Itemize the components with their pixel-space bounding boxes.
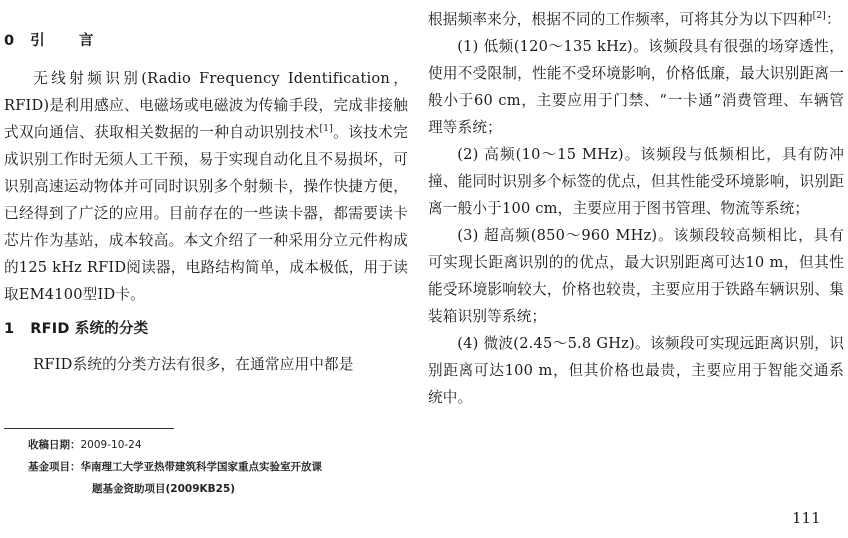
- footnote-fund: [28, 456, 412, 478]
- left-column: [4, 0, 408, 378]
- section1-paragraph: RFID系统的分类方法有很多，在通常应用中都是: [33, 356, 354, 373]
- citation-ref: [2]: [812, 11, 826, 22]
- page-number: 111: [792, 509, 821, 527]
- intro-text-part1: 无线射频识别(Radio Frequency Identification，RFID)是利用感应、电磁场或电磁波为传输手段，完成非接触式双向通信、获取相关数据的一种自动识别技术: [4, 70, 408, 141]
- section-title: 引 言: [30, 33, 102, 49]
- right-column: [428, 0, 844, 411]
- footnote-divider: [4, 428, 174, 429]
- section-heading-1: [4, 316, 408, 343]
- received-date: 2009-10-24: [80, 439, 142, 451]
- list-item-low-frequency: (1) 低频(120～135 kHz)。该频段具有很强的场穿透性，使用不受限制，性能不受环境影响，价格低廉，最大识别距离一般小于60 cm，主要应用于门禁、“一卡通”消费管理、车辆管理等系统；: [428, 38, 844, 136]
- section-heading-intro: [4, 28, 408, 55]
- intro-text-part2: 。该技术完成识别工作时无须人工干预，易于实现自动化且不易损坏，可识别高速运动物体并可同时识别多个射频卡，操作快捷方便，已经得到了广泛的应用。目前存在的一些读卡器，都需要读卡芯片作为基站，成本较高。本文介绍了一种采用分立元件构成的125 kHz RFID阅读器，电路结构简单，成本极低，用于读取EM4100型ID卡。: [4, 124, 408, 303]
- fund-text-line1: 华南理工大学亚热带建筑科学国家重点实验室开放课: [80, 461, 322, 473]
- citation-ref: [1]: [319, 124, 333, 135]
- intro-paragraph: [4, 65, 408, 308]
- classification-intro-paragraph: [428, 6, 844, 33]
- list-item-high-frequency: (2) 高频(10～15 MHz)。该频段与低频相比，具有防冲撞、能同时识别多个标签的优点，但其性能受环境影响，识别距离一般小于100 cm，主要应用于图书管理、物流等系统；: [428, 146, 844, 217]
- classification-text-part1: 根据频率来分，根据不同的工作频率，可将其分为以下四种: [428, 11, 813, 28]
- classification-text-part2: ：: [826, 11, 841, 28]
- footnote-received: [28, 434, 142, 456]
- received-label: 收稿日期：: [28, 439, 81, 451]
- fund-text-line2: 题基金资助项目(2009KB25): [92, 483, 236, 495]
- list-item-ultra-high-frequency: (3) 超高频(850～960 MHz)。该频段较高频相比，具有可实现长距离识别的的优点，最大识别距离可达10 m，但其性能受环境影响较大，价格也较贵，主要应用于铁路车辆识别、集装箱识别等系统；: [428, 227, 844, 325]
- section-number: 0: [4, 33, 15, 49]
- list-item-microwave: (4) 微波(2.45～5.8 GHz)。该频段可实现远距离识别，识别距离可达100 m，但其价格也最贵，主要应用于智能交通系统中。: [428, 335, 844, 406]
- section-number: 1: [4, 321, 15, 337]
- fund-label: 基金项目：: [28, 461, 81, 473]
- section-title: RFID 系统的分类: [30, 321, 149, 337]
